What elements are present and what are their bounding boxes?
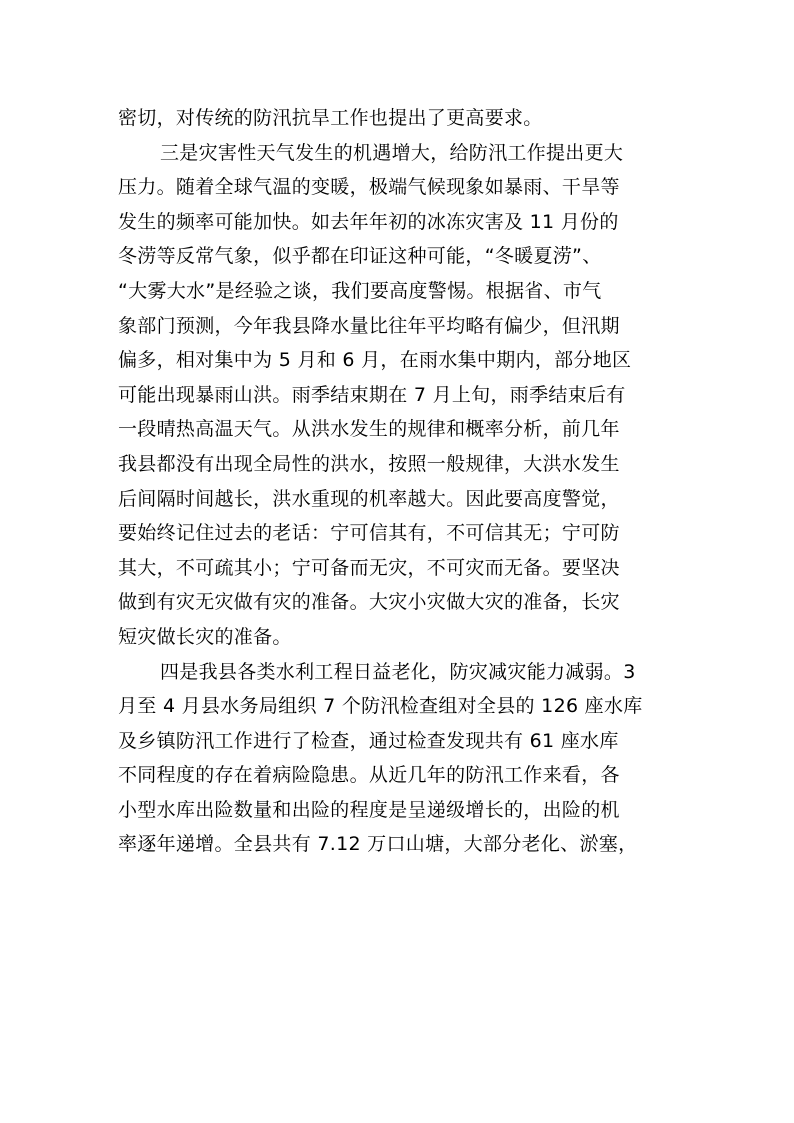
text-line: 冬涝等反常气象，似乎都在印证这种可能，“冬暖夏涝”、 [118, 245, 602, 268]
paragraph-start-line: 四是我县各类水利工程日益老化，防灾减灾能力减弱。3 [160, 660, 636, 683]
text-line: 其大，不可疏其小；宁可备而无灾，不可灾而无备。要坚决 [118, 556, 620, 579]
text-line: 不同程度的存在着病险隐患。从近几年的防汛工作来看，各 [118, 764, 620, 787]
text-line: “大雾大水”是经验之谈，我们要高度警惕。根据省、市气 [118, 279, 602, 302]
text-line: 小型水库出险数量和出险的程度是呈递级增长的，出险的机 [118, 798, 620, 821]
document-body [118, 101, 678, 862]
text-line: 率逐年递增。全县共有 7.12 万口山塘，大部分老化、淤塞， [118, 833, 638, 856]
text-line: 偏多，相对集中为 5 月和 6 月，在雨水集中期内，部分地区 [118, 349, 632, 372]
text-line: 发生的频率可能加快。如去年年初的冰冻灾害及 11 月份的 [118, 210, 619, 233]
paragraph-start-line: 三是灾害性天气发生的机遇增大，给防汛工作提出更大 [160, 141, 624, 164]
text-line: 月至 4 月县水务局组织 7 个防汛检查组对全县的 126 座水库 [118, 695, 643, 718]
text-line: 后间隔时间越长，洪水重现的机率越大。因此要高度警觉， [118, 487, 620, 510]
text-line: 做到有灾无灾做有灾的准备。大灾小灾做大灾的准备，长灾 [118, 591, 620, 614]
text-line: 要始终记住过去的老话：宁可信其有，不可信其无；宁可防 [118, 522, 620, 545]
text-line: 短灾做长灾的准备。 [118, 625, 292, 648]
text-line: 一段晴热高温天气。从洪水发生的规律和概率分析，前几年 [118, 418, 620, 441]
text-line: 密切，对传统的防汛抗旱工作也提出了更高要求。 [118, 107, 543, 129]
text-line: 象部门预测，今年我县降水量比往年平均略有偏少，但汛期 [118, 314, 620, 337]
text-line: 压力。随着全球气温的变暖，极端气候现象如暴雨、干旱等 [118, 176, 620, 199]
text-line: 可能出现暴雨山洪。雨季结束期在 7 月上旬，雨季结束后有 [118, 383, 626, 406]
text-line: 及乡镇防汛工作进行了检查，通过检查发现共有 61 座水库 [118, 729, 619, 752]
text-line: 我县都没有出现全局性的洪水，按照一般规律，大洪水发生 [118, 452, 620, 475]
